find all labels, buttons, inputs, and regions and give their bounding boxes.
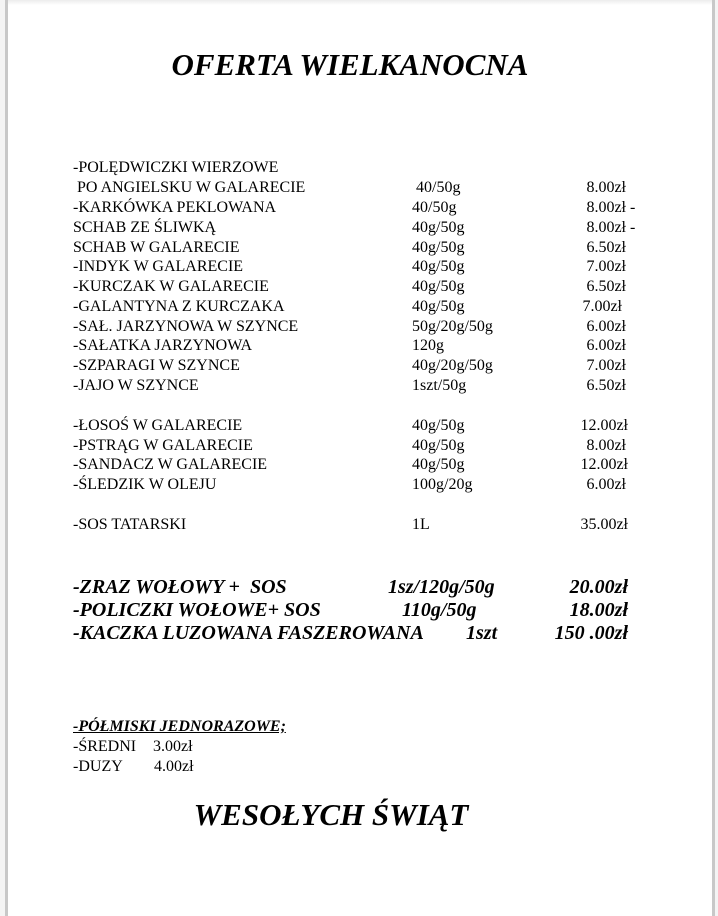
item-name: -SAŁ. JARZYNOWA W SZYNCE	[73, 318, 299, 335]
item-price: 12.00zł	[580, 417, 628, 434]
item-weight: 40/50g	[412, 179, 461, 196]
menu-item	[0, 356, 718, 376]
menu-item	[0, 297, 718, 317]
platter-name: -ŚREDNI	[73, 738, 137, 755]
item-price: 8.00zł	[586, 219, 626, 236]
item-name: -ŁOSOŚ W GALARECIE	[73, 417, 243, 434]
item-name: -KARKÓWKA PEKLOWANA	[73, 199, 277, 216]
menu-item	[0, 277, 718, 297]
item-price: 7.00zł	[582, 298, 622, 315]
item-suffix: -	[630, 199, 636, 216]
special-weight: 110g/50g	[402, 599, 477, 621]
item-price: 8.00zł	[586, 199, 626, 216]
item-price: 7.00zł	[586, 357, 626, 374]
item-name: -PSTRĄG W GALARECIE	[73, 437, 253, 454]
menu-item	[0, 198, 718, 218]
item-name: -SAŁATKA JARZYNOWA	[73, 337, 253, 354]
item-name: PO ANGIELSKU W GALARECIE	[73, 179, 306, 196]
item-weight: 40g/50g	[412, 456, 465, 473]
item-name: -POLĘDWICZKI WIERZOWE	[73, 159, 279, 176]
menu-item	[0, 475, 718, 495]
menu-item	[0, 257, 718, 277]
item-price: 8.00zł	[586, 179, 626, 196]
item-name: -SZPARAGI W SZYNCE	[73, 357, 240, 374]
item-weight: 40g/50g	[412, 219, 465, 236]
item-suffix: -	[630, 219, 636, 236]
platter-price: 3.00zł	[153, 738, 193, 755]
item-weight: 40g/50g	[412, 298, 465, 315]
menu-item	[0, 158, 718, 178]
item-name: -JAJO W SZYNCE	[73, 377, 199, 394]
special-price: 150 .00zł	[554, 622, 628, 644]
item-price: 6.00zł	[586, 318, 626, 335]
item-weight: 40g/20g/50g	[412, 357, 493, 374]
item-weight: 40g/50g	[412, 437, 465, 454]
item-price: 12.00zł	[580, 456, 628, 473]
special-item	[0, 621, 718, 645]
menu-item	[0, 218, 718, 238]
page-top-shadow	[8, 0, 712, 5]
item-weight: 100g/20g	[412, 476, 473, 493]
item-weight: 1szt/50g	[412, 377, 467, 394]
item-price: 8.00zł	[586, 437, 626, 454]
item-price: 6.50zł	[586, 239, 626, 256]
menu-item	[0, 317, 718, 337]
item-weight: 40g/50g	[412, 417, 465, 434]
item-price: 6.50zł	[586, 278, 626, 295]
item-weight: 120g	[412, 337, 444, 354]
item-name: SCHAB ZE ŚLIWKĄ	[73, 219, 217, 236]
special-name: -POLICZKI WOŁOWE+ SOS	[73, 599, 321, 621]
item-price: 6.00zł	[586, 337, 626, 354]
item-name: -INDYK W GALARECIE	[73, 258, 244, 275]
platter-name: -DUZY	[73, 758, 123, 775]
item-name: -GALANTYNA Z KURCZAKA	[73, 298, 285, 315]
menu-item	[0, 515, 718, 535]
platters-heading: -PÓŁMISKI JEDNORAZOWE;	[73, 718, 286, 735]
menu-item	[0, 238, 718, 258]
item-name: -ŚLEDZIK W OLEJU	[73, 476, 217, 493]
special-name: -ZRAZ WOŁOWY + SOS	[73, 576, 287, 598]
special-item	[0, 598, 718, 622]
platter-price: 4.00zł	[154, 758, 194, 775]
menu-item	[0, 455, 718, 475]
menu-item	[0, 436, 718, 456]
item-weight: 40g/50g	[412, 278, 465, 295]
item-price: 7.00zł	[586, 258, 626, 275]
special-price: 20.00zł	[569, 576, 628, 598]
menu-item	[0, 376, 718, 396]
platter-item	[73, 757, 194, 777]
menu-item	[0, 178, 718, 198]
item-weight: 1L	[412, 516, 430, 533]
special-weight: 1sz/120g/50g	[388, 576, 495, 598]
item-price: 35.00zł	[580, 516, 628, 533]
item-weight: 40/50g	[412, 199, 457, 216]
special-name: -KACZKA LUZOWANA FASZEROWANA	[73, 622, 424, 644]
item-name: -KURCZAK W GALARECIE	[73, 278, 269, 295]
page-title: OFERTA WIELKANOCNA	[171, 47, 529, 82]
special-item	[0, 575, 718, 599]
platter-item	[73, 737, 193, 757]
menu-item	[0, 336, 718, 356]
item-name: -SOS TATARSKI	[73, 516, 187, 533]
item-weight: 50g/20g/50g	[412, 318, 493, 335]
item-weight: 40g/50g	[412, 239, 465, 256]
item-name: SCHAB W GALARECIE	[73, 239, 240, 256]
special-price: 18.00zł	[569, 599, 628, 621]
item-weight: 40g/50g	[412, 258, 465, 275]
item-price: 6.50zł	[586, 377, 626, 394]
footer-greeting: WESOŁYCH ŚWIĄT	[193, 797, 469, 832]
menu-item	[0, 416, 718, 436]
item-price: 6.00zł	[586, 476, 626, 493]
special-weight: 1szt	[466, 622, 498, 644]
item-name: -SANDACZ W GALARECIE	[73, 456, 268, 473]
